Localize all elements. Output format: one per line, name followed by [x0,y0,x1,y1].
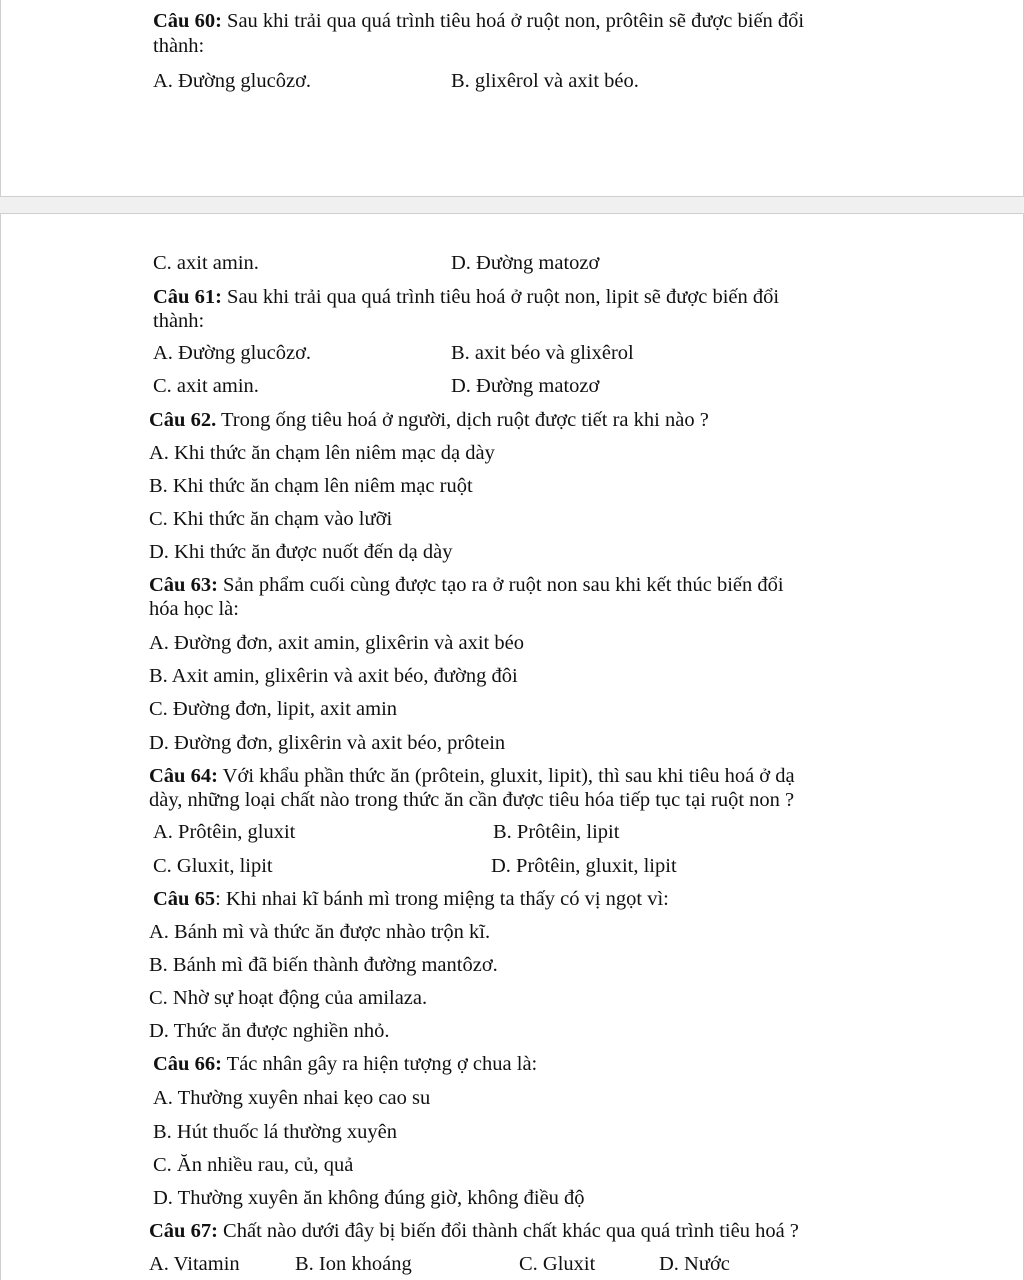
question-65-option-c: C. Nhờ sự hoạt động của amilaza. [149,987,428,1009]
question-67-stem: Câu 67: Chất nào dưới đây bị biến đổi thành chất khác qua quá trình tiêu hoá ? [149,1220,799,1242]
question-60-option-a: A. Đường glucôzơ. [153,70,312,92]
question-64-option-c: C. Gluxit, lipit [153,855,273,877]
question-64-option-d: D. Prôtêin, gluxit, lipit [491,855,677,877]
question-60-option-d: D. Đường matozơ [451,252,600,274]
question-63-stem: Câu 63: Sản phẩm cuối cùng được tạo ra ở ruột non sau khi kết thúc biến đổi [149,574,784,596]
question-67-label: Câu 67: [149,1220,218,1242]
question-64-stem-cont: dày, những loại chất nào trong thức ăn cần được tiêu hóa tiếp tục tại ruột non ? [149,789,795,811]
question-60-option-b: B. glixêrol và axit béo. [451,70,639,92]
question-61-stem-cont: thành: [153,310,205,332]
question-62-option-c: C. Khi thức ăn chạm vào lưỡi [149,508,393,530]
question-61-option-c: C. axit amin. [153,375,259,397]
question-66-option-a: A. Thường xuyên nhai kẹo cao su [153,1087,431,1109]
question-60-stem: Câu 60: Sau khi trải qua quá trình tiêu hoá ở ruột non, prôtêin sẽ được biến đổi [153,10,805,32]
question-65-option-a: A. Bánh mì và thức ăn được nhào trộn kĩ. [149,921,491,943]
question-65-option-d: D. Thức ăn được nghiền nhỏ. [149,1020,390,1042]
question-62-label: Câu 62. [149,409,217,431]
question-65-stem: Câu 65: Khi nhai kĩ bánh mì trong miệng ta thấy có vị ngọt vì: [153,888,669,910]
question-61-label: Câu 61: [153,286,222,308]
question-63-label: Câu 63: [149,574,218,596]
question-63-option-d: D. Đường đơn, glixêrin và axit béo, prôtein [149,732,506,754]
question-63-stem-cont: hóa học là: [149,598,239,620]
question-64-option-b: B. Prôtêin, lipit [493,821,620,843]
question-63-option-c: C. Đường đơn, lipit, axit amin [149,698,398,720]
question-62-option-b: B. Khi thức ăn chạm lên niêm mạc ruột [149,475,473,497]
question-66-stem: Câu 66: Tác nhân gây ra hiện tượng ợ chua là: [153,1053,538,1075]
question-62-stem: Câu 62. Trong ống tiêu hoá ở người, dịch ruột được tiết ra khi nào ? [149,409,709,431]
question-61-stem: Câu 61: Sau khi trải qua quá trình tiêu hoá ở ruột non, lipit sẽ được biến đổi [153,286,780,308]
question-62-option-d: D. Khi thức ăn được nuốt đến dạ dày [149,541,453,563]
question-63-option-a: A. Đường đơn, axit amin, glixêrin và axit béo [149,632,524,654]
document-page-2 [0,213,1024,1280]
question-60-option-c: C. axit amin. [153,252,259,274]
question-61-option-a: A. Đường glucôzơ. [153,342,312,364]
question-67-option-b: B. Ion khoáng [295,1253,412,1275]
question-66-option-b: B. Hút thuốc lá thường xuyên [153,1121,398,1143]
question-66-option-d: D. Thường xuyên ăn không đúng giờ, không điều độ [153,1187,585,1209]
question-65-option-b: B. Bánh mì đã biến thành đường mantôzơ. [149,954,498,976]
question-63-option-b: B. Axit amin, glixêrin và axit béo, đường đôi [149,665,518,687]
question-61-option-d: D. Đường matozơ [451,375,600,397]
question-67-option-a: A. Vitamin [149,1253,240,1275]
question-64-option-a: A. Prôtêin, gluxit [153,821,296,843]
document-page-1 [0,0,1024,197]
question-66-option-c: C. Ăn nhiều rau, củ, quả [153,1154,354,1176]
question-67-option-c: C. Gluxit [519,1253,596,1275]
question-60-stem-cont: thành: [153,35,205,57]
question-60-label: Câu 60: [153,10,222,32]
question-62-option-a: A. Khi thức ăn chạm lên niêm mạc dạ dày [149,442,495,464]
question-64-label: Câu 64: [149,765,218,787]
question-61-option-b: B. axit béo và glixêrol [451,342,634,364]
question-65-label: Câu 65 [153,888,216,910]
question-67-option-d: D. Nước [659,1253,730,1275]
question-66-label: Câu 66: [153,1053,222,1075]
question-64-stem: Câu 64: Với khẩu phần thức ăn (prôtein, gluxit, lipit), thì sau khi tiêu hoá ở dạ [149,765,795,787]
